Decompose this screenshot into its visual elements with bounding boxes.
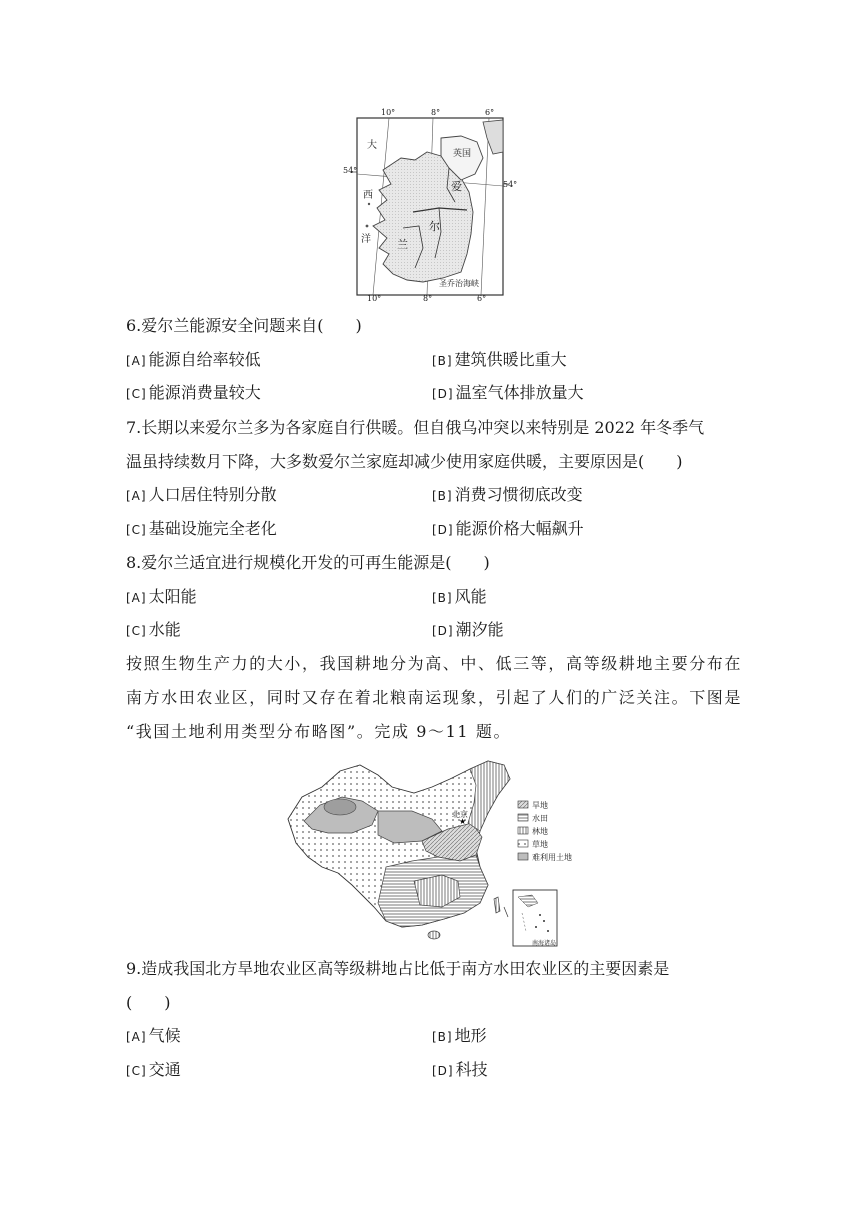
option-text: 人口居住特别分散 [148,485,277,504]
option-letter: [B] [432,489,453,503]
option-letter: [C] [126,1064,147,1078]
option-letter: [B] [432,1030,453,1044]
option-text: 交通 [148,1060,181,1079]
map-legend [532,799,572,864]
lon-bottom-6: 6° [477,294,487,303]
option-letter: [C] [126,523,147,537]
option-text: 太阳能 [148,587,197,606]
option-text: 能源消费量较大 [148,383,261,402]
lon-top-8: 8° [431,108,441,117]
legend-forest: 林地 [532,827,548,836]
passage-line-1: 按照生物生产力的大小，我国耕地分为高、中、低三等，高等级耕地主要分布在 [126,654,743,673]
lon-bottom-10: 10° [367,294,382,303]
uk-label: 英国 [453,149,472,159]
question-6-stem: 6.爱尔兰能源安全问题来自( ) [126,316,362,335]
q8-option-c[interactable] [126,620,181,641]
lon-bottom-8: 8° [423,294,433,303]
q6-option-d[interactable] [432,383,584,404]
option-letter: [A] [126,489,147,503]
lon-top-6: 6° [485,108,495,117]
option-text: 建筑供暖比重大 [454,350,567,369]
q7-option-a[interactable] [126,485,277,506]
option-text: 消费习惯彻底改变 [454,485,583,504]
option-text: 潮汐能 [455,620,504,639]
option-text: 地形 [454,1026,487,1045]
option-letter: [D] [432,523,454,537]
option-text: 能源自给率较低 [148,350,261,369]
q9-option-b[interactable] [432,1026,487,1047]
lat-left-54: 54° [343,166,358,175]
question-9-stem-line2: ( ) [126,993,171,1012]
legend-dryland: 旱地 [532,801,548,810]
passage-line-3: “我国土地利用类型分布略图”。完成 9～11 题。 [126,722,512,741]
lat-right-54: 54° [503,180,518,189]
option-text: 能源价格大幅飙升 [455,519,584,538]
option-text: 科技 [455,1060,488,1079]
option-letter: [A] [126,591,147,605]
passage-line-2: 南方水田农业区，同时又存在着北粮南运现象，引起了人们的广泛关注。下图是 [126,688,743,707]
svg-text:★: ★ [459,817,467,826]
question-9-stem-line1: 9.造成我国北方旱地农业区高等级耕地占比低于南方水田农业区的主要因素是 [126,959,670,978]
q8-option-b[interactable] [432,587,487,608]
ocean-char-3: 洋 [361,234,371,245]
channel-label: 圣乔治海峡 [439,279,479,288]
option-letter: [C] [126,387,147,401]
legend-grassland: 草地 [532,840,548,849]
ocean-char-1: 大 [367,140,377,151]
option-letter: [D] [432,1064,454,1078]
q9-option-c[interactable] [126,1060,181,1081]
q6-option-c[interactable] [126,383,261,404]
capital-label: 北京 [452,810,468,819]
option-text: 温室气体排放量大 [455,383,584,402]
legend-paddy: 水田 [532,814,548,823]
inset-label: 南海诸岛 [532,940,557,947]
option-letter: [B] [432,354,453,368]
q6-option-b[interactable] [432,350,567,371]
country-char-2: 尔 [429,220,440,233]
country-char-3: 兰 [397,238,408,251]
option-letter: [D] [432,387,454,401]
china-landuse-map [282,757,582,951]
q7-option-d[interactable] [432,519,584,540]
option-text: 水能 [148,620,181,639]
option-letter: [C] [126,624,147,638]
q8-option-d[interactable] [432,620,504,641]
option-text: 基础设施完全老化 [148,519,277,538]
ireland-map [343,108,518,304]
option-letter: [A] [126,1030,147,1044]
country-char-1: 爱 [451,180,462,193]
option-text: 气候 [148,1026,181,1045]
option-letter: [B] [432,591,453,605]
option-text: 风能 [454,587,487,606]
q7-option-c[interactable] [126,519,277,540]
question-8-stem: 8.爱尔兰适宜进行规模化开发的可再生能源是( ) [126,553,490,572]
option-letter: [D] [432,624,454,638]
q7-option-b[interactable] [432,485,583,506]
q6-option-a[interactable] [126,350,261,371]
question-7-stem-line2: 温虽持续数月下降，大多数爱尔兰家庭却减少使用家庭供暖，主要原因是( ) [126,452,683,471]
q8-option-a[interactable] [126,587,197,608]
legend-unusable: 难利用土地 [532,853,572,862]
option-letter: [A] [126,354,147,368]
question-7-stem-line1: 7.长期以来爱尔兰多为各家庭自行供暖。但自俄乌冲突以来特别是 2022 年冬季气 [126,418,705,437]
q9-option-a[interactable] [126,1026,181,1047]
lon-top-10: 10° [381,108,396,117]
ocean-char-2: 西 [363,190,373,201]
q9-option-d[interactable] [432,1060,488,1081]
